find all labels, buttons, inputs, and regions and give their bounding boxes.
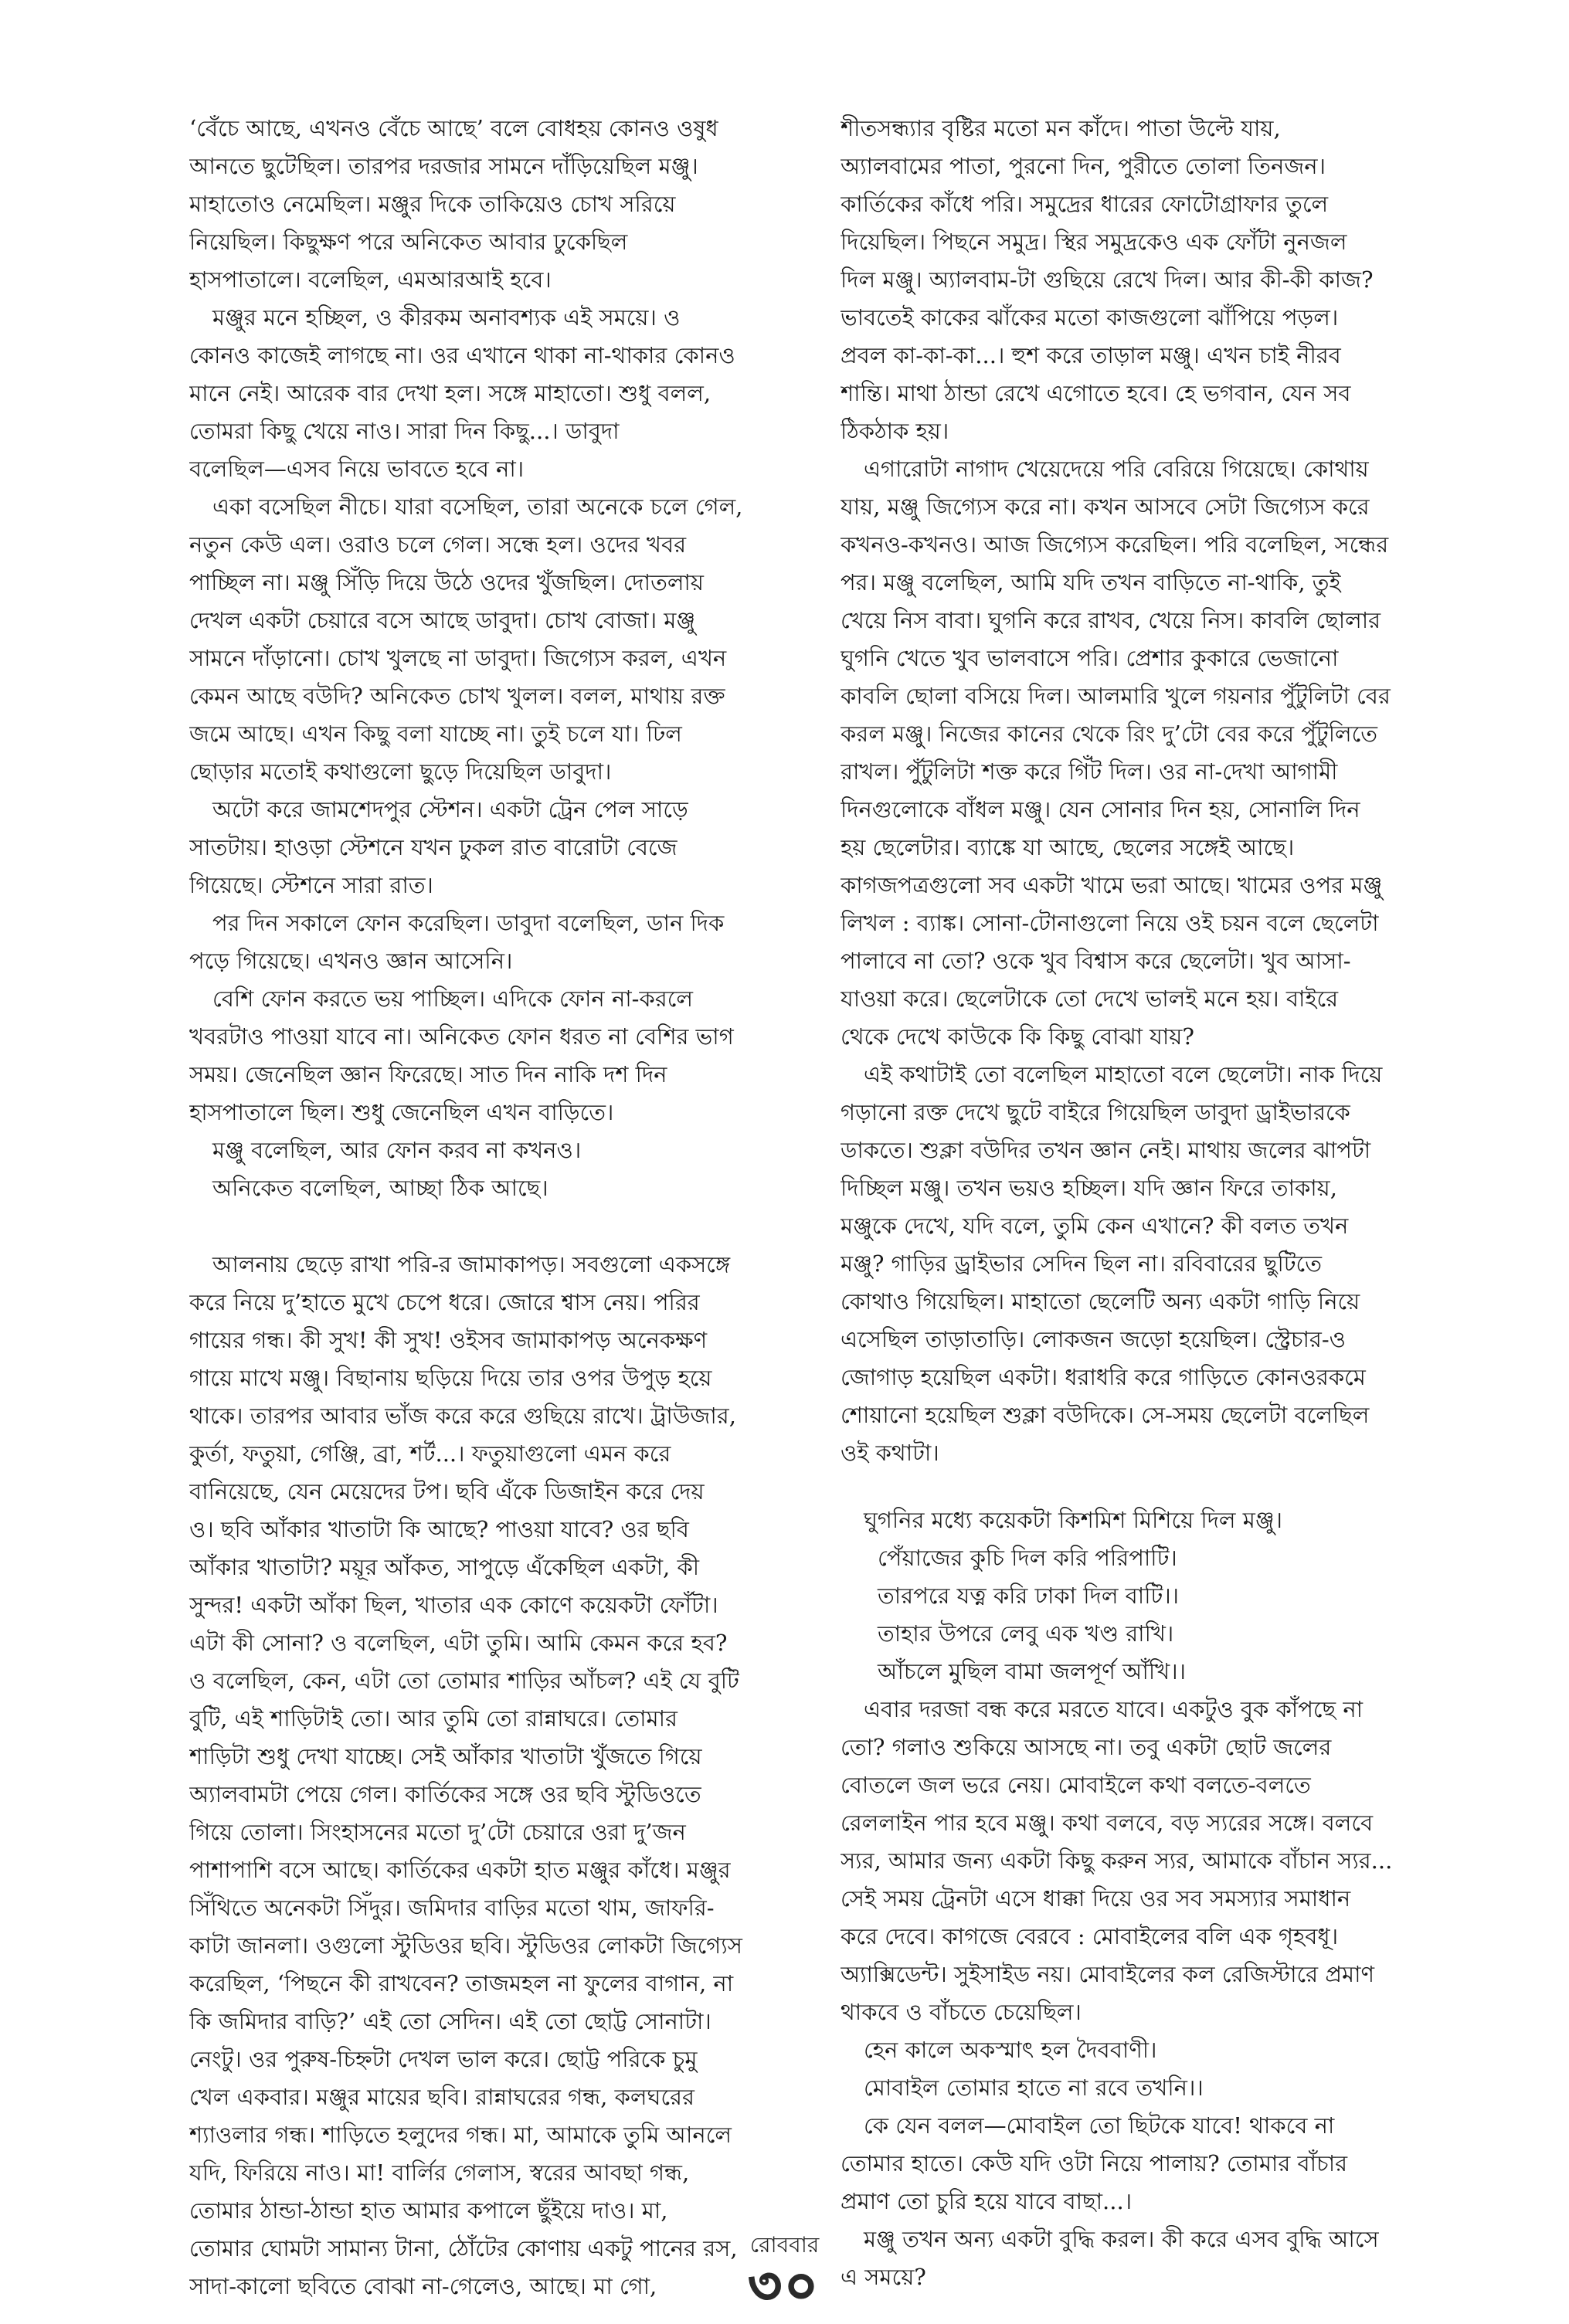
text-line: মানে নেই। আরেক বার দেখা হল। সঙ্গে মাহাতো। শুধু বলল, [189, 380, 711, 406]
text-line: পর দিন সকালে ফোন করেছিল। ডাবুদা বলেছিল, ডান দিক [212, 910, 725, 936]
text-line: শাড়িটা শুধু দেখা যাচ্ছে। সেই আঁকার খাতাটা খুঁজতে গিয়ে [189, 1743, 702, 1769]
text-line: সাতটায়। হাওড়া স্টেশনে যখন ঢুকল রাত বারোটা বেজে [189, 834, 678, 860]
text-line: তো? গলাও শুকিয়ে আসছে না। তবু একটা ছোট জলের [841, 1734, 1332, 1760]
text-line: মঞ্জুর মনে হচ্ছিল, ও কীরকম অনাবশ্যক এই সময়ে। ও [212, 304, 681, 331]
text-line: প্রবল কা-কা-কা...। হুশ করে তাড়াল মঞ্জু। এখন চাই নীরব [841, 342, 1341, 368]
text-line: অটো করে জামশেদপুর স্টেশন। একটা ট্রেন পেল সাড়ে [212, 796, 688, 823]
text-line: তোমার হাতে। কেউ যদি ওটা নিয়ে পালায়? তোমার বাঁচার [841, 2150, 1348, 2176]
text-line: বানিয়েছে, যেন মেয়েদের টপ। ছবি এঁকে ডিজাইন করে দেয় [189, 1478, 705, 1505]
text-line: শ্যাওলার গন্ধ। শাড়িতে হলুদের গন্ধ। মা, আমাকে তুমি আনলে [189, 2122, 732, 2148]
text-line: অনিকেত বলেছিল, আচ্ছা ঠিক আছে। [212, 1175, 548, 1201]
text-line: এসেছিল তাড়াতাড়ি। লোকজন জড়ো হয়েছিল। স্ট্রেচার-ও [841, 1326, 1347, 1352]
text-line: লিখল : ব্যাঙ্ক। সোনা-টোনাগুলো নিয়ে ওই চয়ন বলে ছেলেটা [841, 910, 1379, 936]
text-line: নেংটু। ওর পুরুষ-চিহ্নটা দেখল ভাল করে। ছোট্ট পরিকে চুমু [189, 2046, 698, 2072]
text-line: এ সময়ে? [841, 2264, 926, 2290]
text-line: বোতলে জল ভরে নেয়। মোবাইলে কথা বলতে-বলতে [841, 1772, 1311, 1798]
text-line: পড়ে গিয়েছে। এখনও জ্ঞান আসেনি। [189, 948, 513, 974]
text-line: সুন্দর! একটা আঁকা ছিল, খাতার এক কোণে কয়েকটা ফোঁটা। [189, 1592, 718, 1618]
text-line: খবরটাও পাওয়া যাবে না। অনিকেত ফোন ধরত না বেশির ভাগ [189, 1023, 734, 1050]
text-line: রেললাইন পার হবে মঞ্জু। কথা বলবে, বড় স্যরের সঙ্গে। বলবে [841, 1810, 1374, 1836]
text-line: কাটা জানলা। ওগুলো স্টুডিওর ছবি। স্টুডিওর লোকটা জিগ্যেস [189, 1932, 742, 1959]
text-line: ঘুগনির মধ্যে কয়েকটা কিশমিশ মিশিয়ে দিল মঞ্জু। [864, 1507, 1283, 1533]
text-line: শোয়ানো হয়েছিল শুক্লা বউদিকে। সে-সময় ছেলেটা বলেছিল [841, 1402, 1370, 1428]
text-line: খেল একবার। মঞ্জুর মায়ের ছবি। রান্নাঘরের গন্ধ, কলঘরের [189, 2084, 695, 2110]
text-line: গিয়ে তোলা। সিংহাসনের মতো দু’টো চেয়ারে ওরা দু’জন [189, 1819, 686, 1845]
text-line: কে যেন বলল—মোবাইল তো ছিটকে যাবে! থাকবে না [864, 2112, 1335, 2139]
text-line: নতুন কেউ এল। ওরাও চলে গেল। সন্ধে হল। ওদের খবর [189, 531, 687, 558]
text-line: ও বলেছিল, কেন, এটা তো তোমার শাড়ির আঁচল? এই যে বুটি [189, 1668, 739, 1694]
text-line: করল মঞ্জু। নিজের কানের থেকে রিং দু’টো বের করে পুঁটুলিতে [841, 721, 1378, 747]
text-line: অ্যালবামের পাতা, পুরনো দিন, পুরীতে তোলা তিনজন। [841, 153, 1326, 179]
text-line: দিয়েছিল। পিছনে সমুদ্র। স্থির সমুদ্রকেও এক ফোঁটা নুনজল [841, 229, 1347, 255]
section-break [189, 1207, 823, 1246]
text-line: হাসপাতালে ছিল। শুধু জেনেছিল এখন বাড়িতে। [189, 1099, 614, 1125]
text-line: তোমার ঠান্ডা-ঠান্ডা হাত আমার কপালে ছুঁইয়ে দাও। মা, [189, 2197, 668, 2224]
text-line: ছোড়ার মতোই কথাগুলো ছুড়ে দিয়েছিল ডাবুদা। [189, 758, 612, 785]
verse-line: তাহার উপরে লেবু এক খণ্ড রাখি। [878, 1620, 1174, 1647]
text-line: গায়ের গন্ধ। কী সুখ! কী সুখ! ওইসব জামাকাপড় অনেকক্ষণ [189, 1327, 708, 1353]
text-line: আলনায় ছেড়ে রাখা পরি-র জামাকাপড়। সবগুলো একসঙ্গে [212, 1251, 731, 1277]
text-line: ওই কথাটা। [841, 1440, 939, 1466]
text-line: এবার দরজা বন্ধ করে মরতে যাবে। একটুও বুক কাঁপছে না [864, 1696, 1364, 1722]
text-line: হয় ছেলেটার। ব্যাঙ্কে যা আছে, ছেলের সঙ্গেই আছে। [841, 834, 1295, 860]
text-line: বেশি ফোন করতে ভয় পাচ্ছিল। এদিকে ফোন না-করলে [212, 986, 693, 1012]
text-line: কাগজপত্রগুলো সব একটা খামে ভরা আছে। খামের ওপর মঞ্জু [841, 872, 1383, 898]
text-line: পাশাপাশি বসে আছে। কার্তিকের একটা হাত মঞ্জুর কাঁধে। মঞ্জুর [189, 1857, 731, 1883]
text-line: গায়ে মাখে মঞ্জু। বিছানায় ছড়িয়ে দিয়ে তার ওপর উপুড় হয়ে [189, 1365, 712, 1391]
text-line: শীতসন্ধ্যার বৃষ্টির মতো মন কাঁদে। পাতা উল্টে যায়, [841, 115, 1281, 141]
text-line: ঠিকঠাক হয়। [841, 418, 949, 444]
text-line: কোথাও গিয়েছিল। মাহাতো ছেলেটি অন্য একটা গাড়ি নিয়ে [841, 1288, 1360, 1315]
text-line: মঞ্জু তখন অন্য একটা বুদ্ধি করল। কী করে এসব বুদ্ধি আসে [864, 2226, 1379, 2252]
text-line: যায়, মঞ্জু জিগ্যেস করে না। কখন আসবে সেটা জিগ্যেস করে [841, 494, 1370, 520]
text-line: অ্যাক্সিডেন্ট। সুইসাইড নয়। মোবাইলের কল রেজিস্টারে প্রমাণ [841, 1961, 1375, 1987]
text-line: কেমন আছে বউদি? অনিকেত চোখ খুলল। বলল, মাথায় রক্ত [189, 683, 725, 709]
text-line: ডাকতে। শুক্লা বউদির তখন জ্ঞান নেই। মাথায় জলের ঝাপটা [841, 1137, 1371, 1163]
text-line: আনতে ছুটেছিল। তারপর দরজার সামনে দাঁড়িয়েছিল মঞ্জু। [189, 153, 698, 179]
text-line: শান্তি। মাথা ঠান্ডা রেখে এগোতে হবে। হে ভগবান, যেন সব [841, 380, 1351, 406]
text-line: স্যর, আমার জন্য একটা কিছু করুন স্যর, আমাকে বাঁচান স্যর... [841, 1847, 1393, 1874]
text-line: কি জমিদার বাড়ি?’ এই তো সেদিন। এই তো ছোট্ট সোনাটা। [189, 2008, 711, 2034]
text-line: মঞ্জু বলেছিল, আর ফোন করব না কখনও। [212, 1137, 582, 1163]
text-line: খেয়ে নিস বাবা। ঘুগনি করে রাখব, খেয়ে নিস। কাবলি ছোলার [841, 607, 1381, 633]
text-line: মাহাতোও নেমেছিল। মঞ্জুর দিকে তাকিয়েও চোখ সরিয়ে [189, 191, 676, 217]
text-line: করেছিল, ‘পিছনে কী রাখবেন? তাজমহল না ফুলের বাগান, না [189, 1970, 734, 1997]
text-line: সময়। জেনেছিল জ্ঞান ফিরেছে। সাত দিন নাকি দশ দিন [189, 1061, 667, 1087]
verse-line: তারপরে যত্ন করি ঢাকা দিল বাটি।। [878, 1583, 1180, 1609]
text-line: সেই সময় ট্রেনটা এসে ধাক্কা দিয়ে ওর সব সমস্যার সমাধান [841, 1885, 1351, 1912]
text-line: ভাবতেই কাকের ঝাঁকের মতো কাজগুলো ঝাঁপিয়ে পড়ল। [841, 304, 1339, 331]
text-line: মঞ্জুকে দেখে, যদি বলে, তুমি কেন এখানে? কী বলত তখন [841, 1213, 1349, 1239]
text-line: দেখল একটা চেয়ারে বসে আছে ডাবুদা। চোখ বোজা। মঞ্জু [189, 607, 696, 633]
text-line: কাবলি ছোলা বসিয়ে দিল। আলমারি খুলে গয়নার পুঁটুলিটা বের [841, 683, 1391, 709]
text-line: সামনে দাঁড়ানো। চোখ খুলছে না ডাবুদা। জিগ্যেস করল, এখন [189, 645, 727, 671]
text-line: থেকে দেখে কাউকে কি কিছু বোঝা যায়? [841, 1023, 1194, 1050]
left-text-column [189, 110, 823, 2305]
text-line: পাচ্ছিল না। মঞ্জু সিঁড়ি দিয়ে উঠে ওদের খুঁজছিল। দোতলায় [189, 569, 704, 595]
text-line: বলেছিল—এসব নিয়ে ভাবতে হবে না। [189, 456, 525, 482]
text-line: এটা কী সোনা? ও বলেছিল, এটা তুমি। আমি কেমন করে হব? [189, 1630, 728, 1656]
text-line: নিয়েছিল। কিছুক্ষণ পরে অনিকেত আবার ঢুকেছিল [189, 229, 628, 255]
text-line: যাওয়া করে। ছেলেটাকে তো দেখে ভালই মনে হয়। বাইরে [841, 986, 1339, 1012]
text-line: ‘বেঁচে আছে, এখনও বেঁচে আছে’ বলে বোধহয় কোনও ওষুধ [189, 115, 718, 141]
text-line: মোবাইল তোমার হাতে না রবে তখনি।। [864, 2075, 1204, 2101]
text-line: পর। মঞ্জু বলেছিল, আমি যদি তখন বাড়িতে না-থাকি, তুই [841, 569, 1341, 595]
text-line: হেন কালে অকস্মাৎ হল দৈববাণী। [864, 2037, 1157, 2063]
verse-line: আঁচলে মুছিল বামা জলপূর্ণ আঁখি।। [878, 1658, 1186, 1684]
page-number: ৩০ [748, 2256, 821, 2316]
text-line: সিঁথিতে অনেকটা সিঁদুর। জমিদার বাড়ির মতো থাম, জাফরি- [189, 1895, 715, 1921]
text-line: দিনগুলোকে বাঁধল মঞ্জু। যেন সোনার দিন হয়, সোনালি দিন [841, 796, 1360, 823]
text-line: করে নিয়ে দু’হাতে মুখে চেপে ধরে। জোরে শ্বাস নেয়। পরির [189, 1289, 700, 1315]
text-line: অ্যালবামটা পেয়ে গেল। কার্তিকের সঙ্গে ওর ছবি স্টুডিওতে [189, 1781, 701, 1807]
text-line: যদি, ফিরিয়ে নাও। মা! বার্লির গেলাস, স্বরের আবছা গন্ধ, [189, 2159, 690, 2186]
text-line: জোগাড় হয়েছিল একটা। ধরাধরি করে গাড়িতে কোনওরকমে [841, 1364, 1366, 1390]
verse-line: পেঁয়াজের কুচি দিল করি পরিপাটি। [878, 1545, 1177, 1571]
text-line: কার্তিকের কাঁধে পরি। সমুদ্রের ধারের ফোটোগ্রাফার তুলে [841, 191, 1329, 217]
text-line: কুর্তা, ফতুয়া, গেঞ্জি, ব্রা, শর্ট...। ফতুয়াগুলো এমন করে [189, 1440, 671, 1467]
text-line: কখনও-কখনও। আজ জিগ্যেস করেছিল। পরি বলেছিল, সন্ধের [841, 531, 1389, 558]
right-text-column [841, 110, 1462, 2296]
text-line: তোমরা কিছু খেয়ে নাও। সারা দিন কিছু...। ডাবুদা [189, 418, 620, 444]
text-line: থাকে। তারপর আবার ভাঁজ করে করে গুছিয়ে রাখে। ট্রাউজার, [189, 1403, 736, 1429]
text-line: এগারোটা নাগাদ খেয়েদেয়ে পরি বেরিয়ে গিয়েছে। কোথায় [864, 456, 1369, 482]
text-line: একা বসেছিল নীচে। যারা বসেছিল, তারা অনেকে চলে গেল, [212, 494, 743, 520]
text-line: কোনও কাজেই লাগছে না। ওর এখানে থাকা না-থাকার কোনও [189, 342, 735, 368]
text-line: গিয়েছে। স্টেশনে সারা রাত। [189, 872, 433, 898]
text-line: মঞ্জু? গাড়ির ড্রাইভার সেদিন ছিল না। রবিবারের ছুটিতে [841, 1250, 1322, 1277]
text-line: আঁকার খাতাটা? ময়ূর আঁকত, সাপুড়ে এঁকেছিল একটা, কী [189, 1554, 700, 1580]
text-line: তোমার ঘোমটা সামান্য টানা, ঠোঁটের কোণায় একটু পানের রস, [189, 2235, 738, 2261]
text-line: সাদা-কালো ছবিতে বোঝা না-গেলেও, আছে। মা গো, [189, 2273, 657, 2299]
text-line: থাকবে ও বাঁচতে চেয়েছিল। [841, 1999, 1082, 2025]
text-line: দিচ্ছিল মঞ্জু। তখন ভয়ও হচ্ছিল। যদি জ্ঞান ফিরে তাকায়, [841, 1175, 1337, 1201]
text-line: করে দেবে। কাগজে বেরবে : মোবাইলের বলি এক গৃহবধূ। [841, 1923, 1339, 1949]
text-line: এই কথাটাই তো বলেছিল মাহাতো বলে ছেলেটা। নাক দিয়ে [864, 1061, 1383, 1087]
magazine-name: রোববার [749, 2232, 820, 2258]
text-line: ঘুগনি খেতে খুব ভালবাসে পরি। প্রেশার কুকারে ভেজানো [841, 645, 1339, 671]
section-break [841, 1472, 1462, 1501]
text-line: গড়ানো রক্ত দেখে ছুটে বাইরে গিয়েছিল ডাবুদা ড্রাইভারকে [841, 1099, 1350, 1125]
text-line: দিল মঞ্জু। অ্যালবাম-টা গুছিয়ে রেখে দিল। আর কী-কী কাজ? [841, 266, 1374, 293]
text-line: জমে আছে। এখন কিছু বলা যাচ্ছে না। তুই চলে যা। ঢিল [189, 721, 682, 747]
text-line: রাখল। পুঁটুলিটা শক্ত করে গিঁট দিল। ওর না-দেখা আগামী [841, 758, 1338, 785]
text-line: বুটি, এই শাড়িটাই তো। আর তুমি তো রান্নাঘরে। তোমার [189, 1705, 678, 1732]
text-line: হাসপাতালে। বলেছিল, এমআরআই হবে। [189, 266, 552, 293]
text-line: ও। ছবি আঁকার খাতাটা কি আছে? পাওয়া যাবে? ওর ছবি [189, 1516, 689, 1542]
text-line: পালাবে না তো? ওকে খুব বিশ্বাস করে ছেলেটা। খুব আসা- [841, 948, 1351, 974]
text-line: প্রমাণ তো চুরি হয়ে যাবে বাছা...। [841, 2188, 1133, 2214]
